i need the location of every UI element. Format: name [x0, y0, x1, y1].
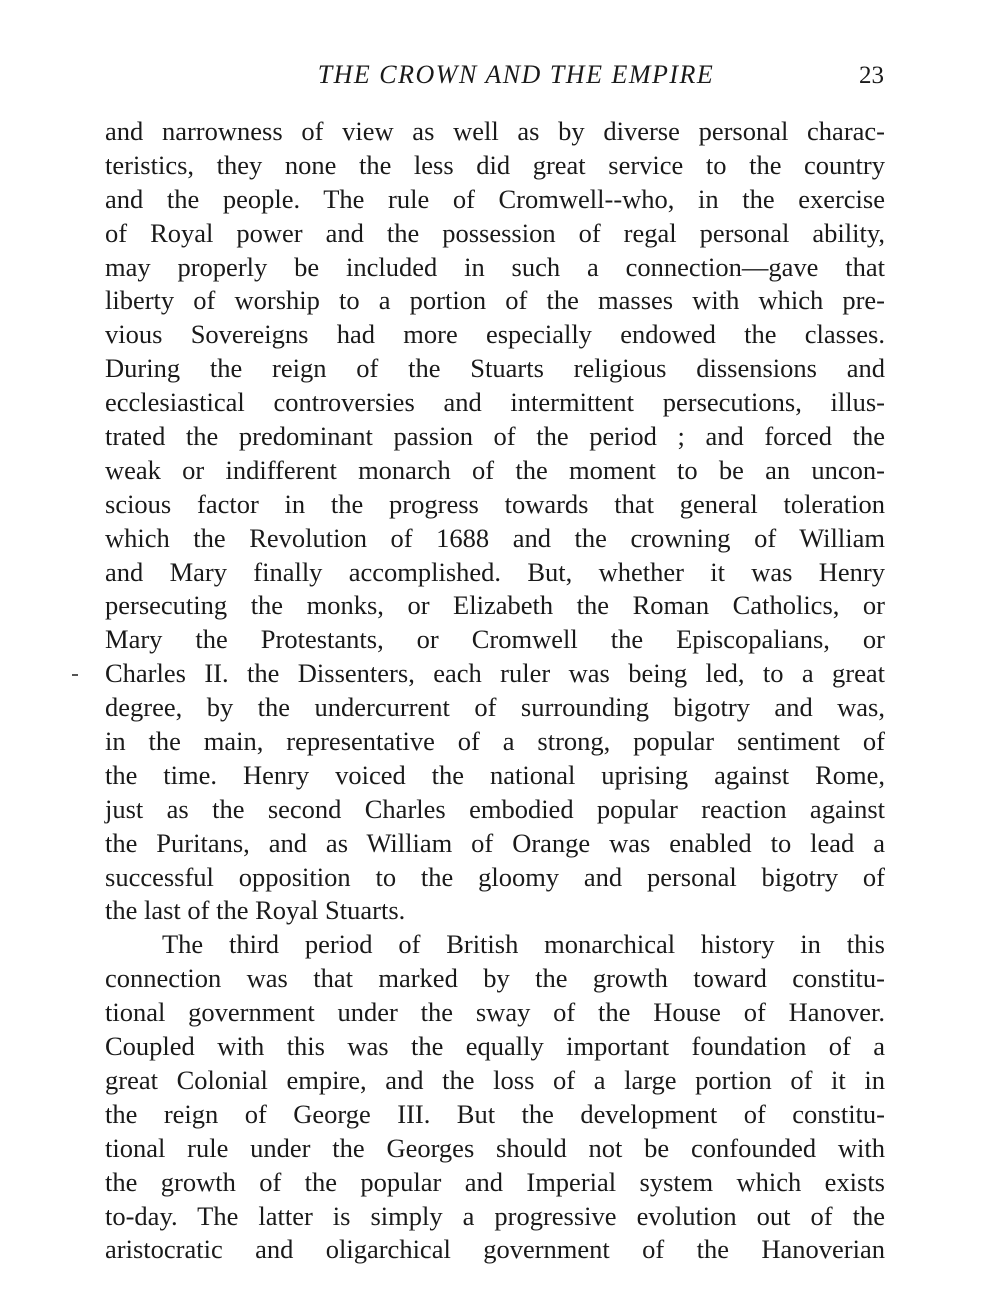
- text-line: which the Revolution of 1688 and the crowning of William: [105, 522, 885, 553]
- text-line: persecuting the monks, or Elizabeth the Roman Catholics, or: [105, 590, 885, 621]
- text-line: connection was that marked by the growth toward constitu-: [105, 963, 885, 994]
- paragraph-2: [105, 928, 885, 1267]
- text-line: the last of the Royal Stuarts.: [105, 895, 406, 926]
- text-line: Coupled with this was the equally important foundation of a: [105, 1031, 885, 1062]
- text-line: liberty of worship to a portion of the masses with which pre-: [105, 285, 885, 316]
- text-line: great Colonial empire, and the loss of a large portion of it in: [105, 1064, 885, 1095]
- text-line: degree, by the undercurrent of surrounding bigotry and was,: [105, 692, 885, 723]
- text-line: During the reign of the Stuarts religious dissensions and: [105, 353, 885, 384]
- text-line: to-day. The latter is simply a progressive evolution out of the: [105, 1200, 885, 1231]
- text-line: the growth of the popular and Imperial system which exists: [105, 1166, 885, 1197]
- text-line: vious Sovereigns had more especially endowed the classes.: [105, 319, 885, 350]
- text-line: trated the predominant passion of the period ; and forced the: [105, 421, 885, 452]
- text-line: tional government under the sway of the House of Hanover.: [105, 997, 885, 1028]
- text-line: teristics, they none the less did great service to the country: [105, 149, 885, 180]
- paragraph-1: [105, 115, 885, 928]
- body-text: [105, 115, 885, 1267]
- running-title: THE CROWN AND THE EMPIRE: [317, 60, 715, 89]
- text-line: Mary the Protestants, or Cromwell the Episcopalians, or: [105, 624, 885, 655]
- text-line: scious factor in the progress towards that general toleration: [105, 488, 885, 519]
- text-line: the Puritans, and as William of Orange was enabled to lead a: [105, 827, 885, 858]
- text-line: in the main, representative of a strong, popular sentiment of: [105, 726, 885, 757]
- text-line: the time. Henry voiced the national uprising against Rome,: [105, 759, 885, 790]
- text-line: weak or indifferent monarch of the moment to be an uncon-: [105, 454, 885, 485]
- text-line: just as the second Charles embodied popular reaction against: [105, 793, 885, 824]
- text-line: ecclesiastical controversies and intermittent persecutions, illus-: [105, 387, 885, 418]
- text-line: the reign of George III. But the development of constitu-: [105, 1098, 885, 1129]
- text-line: may properly be included in such a connection—gave that: [105, 251, 885, 282]
- running-head: [104, 58, 884, 94]
- text-line: aristocratic and oligarchical government of the Hanoverian: [105, 1234, 885, 1265]
- text-line: Charles II. the Dissenters, each ruler was being led, to a great: [105, 658, 885, 689]
- margin-mark: [72, 674, 78, 676]
- text-line: successful opposition to the gloomy and personal bigotry of: [105, 861, 885, 892]
- text-line: of Royal power and the possession of regal personal ability,: [105, 217, 885, 248]
- text-line: tional rule under the Georges should not be confounded with: [105, 1132, 885, 1163]
- text-line: and Mary finally accomplished. But, whether it was Henry: [105, 556, 885, 587]
- page-number: 23: [859, 62, 884, 89]
- text-line: and the people. The rule of Cromwell--who, in the exercise: [105, 183, 885, 214]
- text-line: and narrowness of view as well as by diverse personal charac-: [105, 116, 885, 146]
- text-line: The third period of British monarchical history in this: [162, 929, 885, 960]
